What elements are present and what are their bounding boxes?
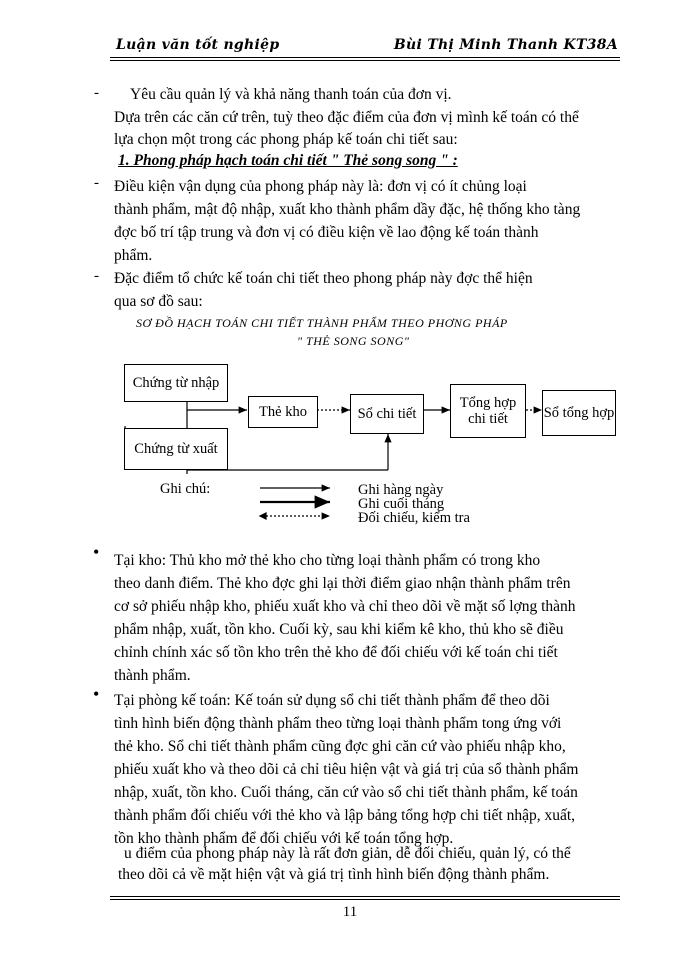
body-line: thành phẩm, mật độ nhập, xuất kho thành phẩm dầy đặc, hệ thống kho tàng bbox=[114, 201, 581, 218]
body-line: Đặc điểm tổ chức kế toán chi tiết theo phong pháp này đợc thể hiện bbox=[114, 270, 533, 287]
bullet-dot: • bbox=[93, 684, 100, 704]
list-dash: - bbox=[94, 175, 99, 191]
box-so-tong-hop: Sổ tổng hợp bbox=[542, 390, 616, 436]
body-line: Điều kiện vận dụng của phong pháp này là: đơn vị có ít chủng loại bbox=[114, 178, 527, 195]
box-chung-tu-xuat: Chứng từ xuất bbox=[124, 428, 228, 470]
body-line: thành phẩm. bbox=[114, 667, 191, 684]
legend-month-end: Ghi cuối tháng bbox=[358, 496, 445, 512]
header-title-left: Luận văn tốt nghiệp bbox=[116, 37, 280, 53]
body-line: cơ sở phiếu nhập kho, phiếu xuất kho và chỉ theo dõi về mặt số lợng thành bbox=[114, 598, 576, 615]
bullet-dot: • bbox=[93, 542, 100, 562]
body-line: phiếu xuất kho và theo dõi cả chỉ tiêu hiện vật và giá trị của sổ thành phẩm bbox=[114, 761, 579, 778]
diagram-subtitle: " THẺ SONG SONG" bbox=[297, 334, 410, 348]
footer-rule-bottom bbox=[110, 899, 620, 900]
body-line: thẻ kho. Sổ chi tiết thành phẩm cũng đợc ghi căn cứ vào phiếu nhập kho, bbox=[114, 738, 566, 755]
body-line: phẩm nhập, xuất, tồn kho. Cuối kỳ, sau khi kiểm kê kho, thủ kho sẽ điều bbox=[114, 621, 564, 638]
body-line: đợc bố trí tập trung và đơn vị có điều kiện về lao động kế toán thành bbox=[114, 224, 539, 241]
body-line: u điểm của phong pháp này là rất đơn giản, dễ đối chiếu, quản lý, có thể bbox=[124, 845, 571, 862]
list-dash: - bbox=[94, 85, 99, 101]
box-tong-hop-chi-tiet: Tổng hợp chi tiết bbox=[450, 384, 526, 438]
box-the-kho: Thẻ kho bbox=[248, 396, 318, 428]
body-line: Dựa trên các căn cứ trên, tuỳ theo đặc điểm của đơn vị mình kế toán có thể bbox=[114, 109, 579, 126]
body-line: lựa chọn một trong các phong pháp kế toán chi tiết sau: bbox=[114, 131, 458, 148]
body-line: tình hình biến động thành phẩm theo từng loại thành phẩm tong ứng với bbox=[114, 715, 562, 732]
page-number: 11 bbox=[342, 904, 358, 920]
body-line: theo danh điểm. Thẻ kho đợc ghi lại thời điểm giao nhận thành phẩm trên bbox=[114, 575, 571, 592]
body-line: qua sơ đồ sau: bbox=[114, 293, 203, 310]
body-line: chỉnh chính xác số tồn kho trên thẻ kho để đối chiếu với kế toán chi tiết bbox=[114, 644, 558, 661]
section-heading: 1. Phong pháp hạch toán chi tiết " Thẻ song song " : bbox=[118, 152, 458, 169]
body-line: theo dõi cả về mặt hiện vật và giá trị tình hình biến động thành phẩm. bbox=[118, 866, 550, 883]
legend-reconcile: Đối chiếu, kiểm tra bbox=[358, 510, 470, 526]
body-line: Yêu cầu quản lý và khả năng thanh toán của đơn vị. bbox=[130, 86, 452, 103]
header-author-right: Bùi Thị Minh Thanh KT38A bbox=[393, 37, 618, 53]
body-line: Tại kho: Thủ kho mở thẻ kho cho từng loại thành phẩm có trong kho bbox=[114, 552, 541, 569]
box-chung-tu-nhap: Chứng từ nhập bbox=[124, 364, 228, 402]
box-so-chi-tiet: Sổ chi tiết bbox=[350, 394, 424, 434]
footer-rule-top bbox=[110, 896, 620, 897]
body-line: thành phẩm đối chiếu với thẻ kho và lập bảng tổng hợp chi tiết nhập, xuất, bbox=[114, 807, 576, 824]
body-line: phẩm. bbox=[114, 247, 153, 264]
legend-daily: Ghi hàng ngày bbox=[358, 482, 444, 498]
body-line: tồn kho thành phẩm để đối chiếu với kế toán tổng hợp. bbox=[114, 830, 454, 847]
body-line: nhập, xuất, tồn kho. Cuối tháng, căn cứ vào sổ chi tiết thành phẩm, kế toán bbox=[114, 784, 578, 801]
body-line: Tại phòng kế toán: Kế toán sử dụng sổ chi tiết thành phẩm để theo dõi bbox=[114, 692, 550, 709]
legend-title: Ghi chú: bbox=[160, 481, 211, 497]
list-dash: - bbox=[94, 268, 99, 284]
diagram-title: SƠ ĐỒ HẠCH TOÁN CHI TIẾT THÀNH PHẨM THEO PHƠNG PHÁP bbox=[136, 316, 508, 330]
